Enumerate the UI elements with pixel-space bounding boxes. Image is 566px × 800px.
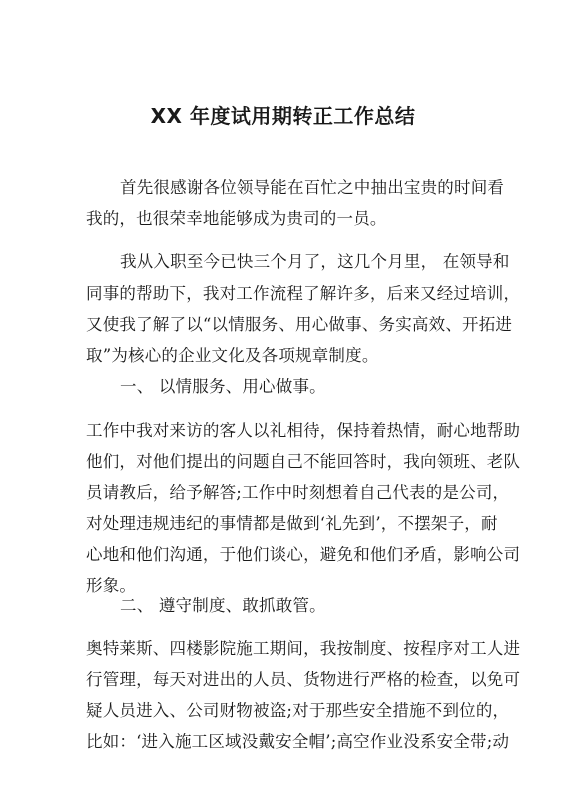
paragraph-line: 我从入职至今已快三个月了，这几个月里， 在领导和 bbox=[120, 252, 510, 271]
paragraph-line: 他们，对他们提出的问题自己不能回答时，我向领班、老队 bbox=[86, 452, 521, 471]
paragraph-line: 员请教后，给予解答;工作中时刻想着自己代表的是公司， bbox=[86, 483, 510, 502]
paragraph-line: 行管理，每天对进出的人员、货物进行严格的检查，以免可 bbox=[86, 670, 521, 689]
section-heading: 二、 遵守制度、敢抓敢管。 bbox=[120, 596, 326, 615]
paragraph-line: 心地和他们沟通，于他们谈心，避免和他们矛盾，影响公司 bbox=[86, 545, 521, 564]
paragraph-line: 取”为核心的企业文化及各项规章制度。 bbox=[86, 346, 379, 365]
paragraph-line: 首先很感谢各位领导能在百忙之中抽出宝贵的时间看 bbox=[120, 178, 505, 197]
paragraph-line: 又使我了解了以“以情服务、用心做事、务实高效、开拓进 bbox=[86, 315, 513, 334]
paragraph-line: 疑人员进入、公司财物被盗;对于那些安全措施不到位的， bbox=[86, 701, 510, 720]
paragraph-line: 形象。 bbox=[86, 576, 137, 595]
document-title: XX 年度试用期转正工作总结 bbox=[150, 104, 416, 128]
paragraph-line: 我的，也很荣幸地能够成为贵司的一员。 bbox=[86, 209, 387, 228]
paragraph-line: 奥特莱斯、四楼影院施工期间，我按制度、按程序对工人进 bbox=[86, 639, 521, 658]
paragraph-line: 同事的帮助下，我对工作流程了解许多，后来又经过培训， bbox=[86, 284, 521, 303]
paragraph-line: 对处理违规违纪的事情都是做到‘礼先到’，不摆架子，耐 bbox=[86, 514, 498, 533]
paragraph-line: 比如：‘进入施工区域没戴安全帽’;高空作业没系安全带;动 bbox=[86, 732, 510, 751]
paragraph-line: 工作中我对来访的客人以礼相待，保持着热情，耐心地帮助 bbox=[86, 421, 521, 440]
section-heading: 一、 以情服务、用心做事。 bbox=[120, 377, 326, 396]
